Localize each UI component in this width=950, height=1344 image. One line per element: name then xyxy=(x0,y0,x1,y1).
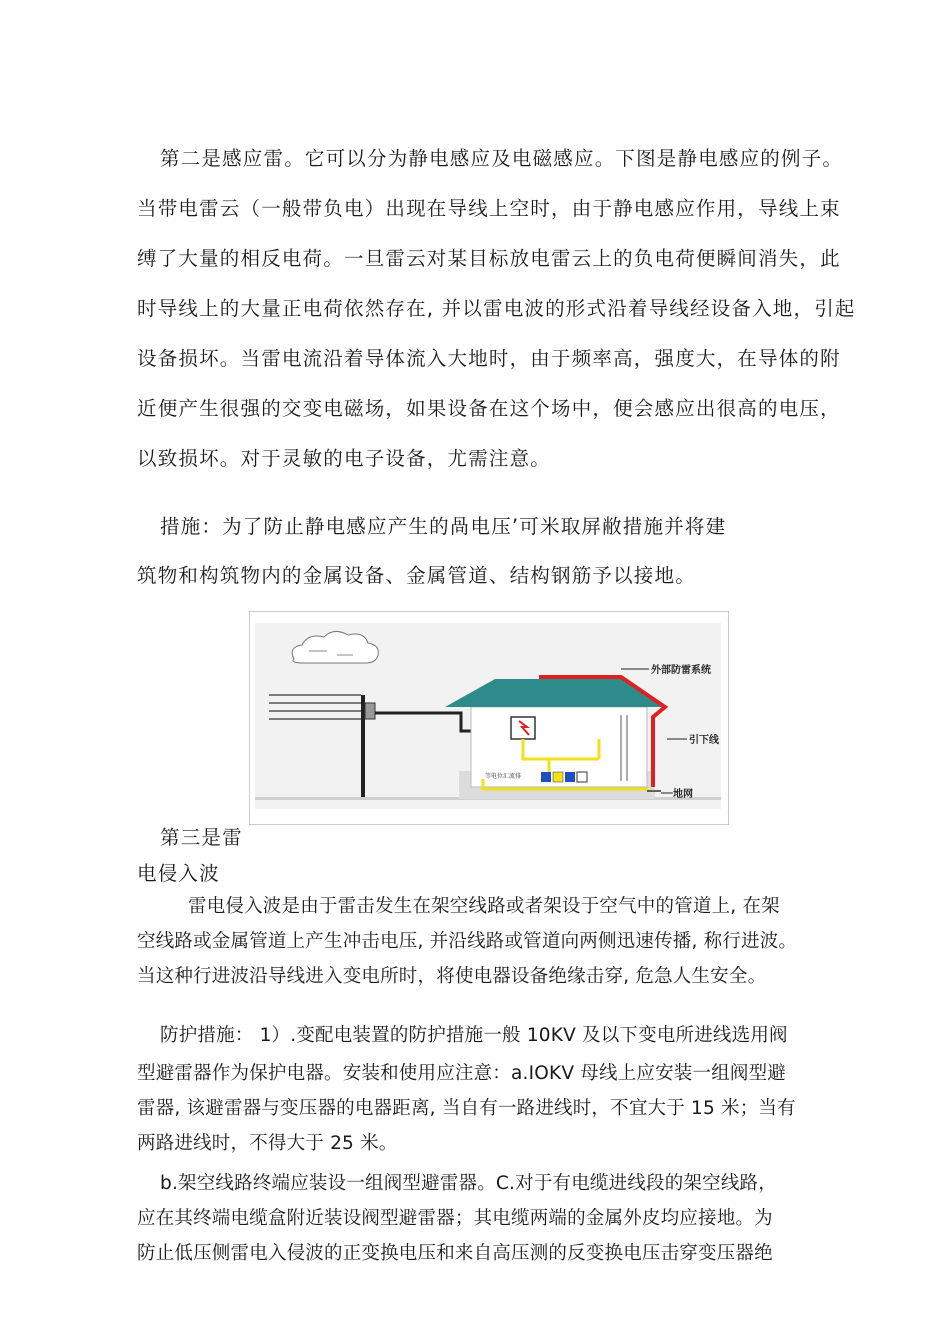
bonding-terminal xyxy=(577,772,587,782)
text-line: 空线路或金属管道上产生冲击电压, 并沿线路或管道向两侧迅速传播, 称行进波。 xyxy=(137,931,798,952)
text-line: 第二是感应雷。它可以分为静电感应及电磁感应。下图是静电感应的例子。 xyxy=(160,147,844,170)
text-line: 防护措施： 1）.变配电装置的防护措施一般 10KV 及以下变电所进线选用阀 xyxy=(160,1025,788,1046)
text-line: 筑物和构筑物内的金属设备、金属管道、结构钢筋予以接地。 xyxy=(137,564,696,587)
text-line: 设备损坏。当雷电流沿着导体流入大地时，由于频率高，强度大，在导体的附 xyxy=(137,347,841,370)
ground-grid-label: 地网 xyxy=(673,789,693,800)
text-line: 两路进线时，不得大于 25 米。 xyxy=(137,1133,398,1154)
external-protection-label: 外部防雷系统 xyxy=(651,665,711,676)
text-line: 措施：为了防止静电感应产生的咼电压’可米取屏敝措施并将建 xyxy=(160,515,727,538)
text-line: 缚了大量的相反电荷。一旦雷云对某目标放电雷云上的负电荷便瞬间消失，此 xyxy=(137,247,841,270)
text-line: 雷器, 该避雷器与变压器的电器距离, 当自有一路进线时，不宜大于 15 米；当有 xyxy=(137,1098,796,1119)
text-line: 雷电侵入波是由于雷击发生在架空线路或者架设于空气中的管道上, 在架 xyxy=(188,896,780,917)
text-line: 第三是雷 xyxy=(160,826,243,849)
text-line: 型避雷器作为保护电器。安装和使用应注意：a.IOKV 母线上应安装一组阀型避 xyxy=(137,1063,787,1084)
text-line: 时导线上的大量正电荷依然存在, 并以雷电波的形式沿着导线经设备入地，引起 xyxy=(137,297,856,320)
text-line: 近便产生很强的交变电磁场，如果设备在这个场中，便会感应出很高的电压， xyxy=(137,397,841,420)
utility-pole xyxy=(361,695,365,799)
bonding-terminal xyxy=(553,772,563,782)
pole-insulator xyxy=(365,703,375,719)
bonding-terminal xyxy=(565,772,575,782)
text-line: b.架空线路终端应装设一组阀型避雷器。C.对于有电缆进线段的架空线路， xyxy=(160,1173,777,1194)
text-line: 防止低压侧雷电入侵波的正变换电压和来自高压测的反变换电压击穿变压器绝 xyxy=(137,1243,773,1264)
text-line: 应在其终端电缆盒附近装设阀型避雷器；其电缆两端的金属外皮均应接地。为 xyxy=(137,1208,773,1229)
text-line: 以致损坏。对于灵敏的电子设备，尤需注意。 xyxy=(137,447,552,470)
text-line: 当这种行进波沿导线进入变电所时，将使电器设备绝缘击穿, 危急人生安全。 xyxy=(137,966,767,987)
bonding-bar-label: 等电位汇流排 xyxy=(485,773,522,780)
lightning-protection-diagram xyxy=(249,611,729,825)
text-line: 当带电雷云（一般带负电）出现在导线上空时，由于静电感应作用，导线上束 xyxy=(137,197,841,220)
text-line: 电侵入波 xyxy=(137,862,220,885)
down-conductor-label: 引下线 xyxy=(689,735,719,746)
diagram-svg xyxy=(249,611,729,825)
bonding-terminal xyxy=(541,772,551,782)
